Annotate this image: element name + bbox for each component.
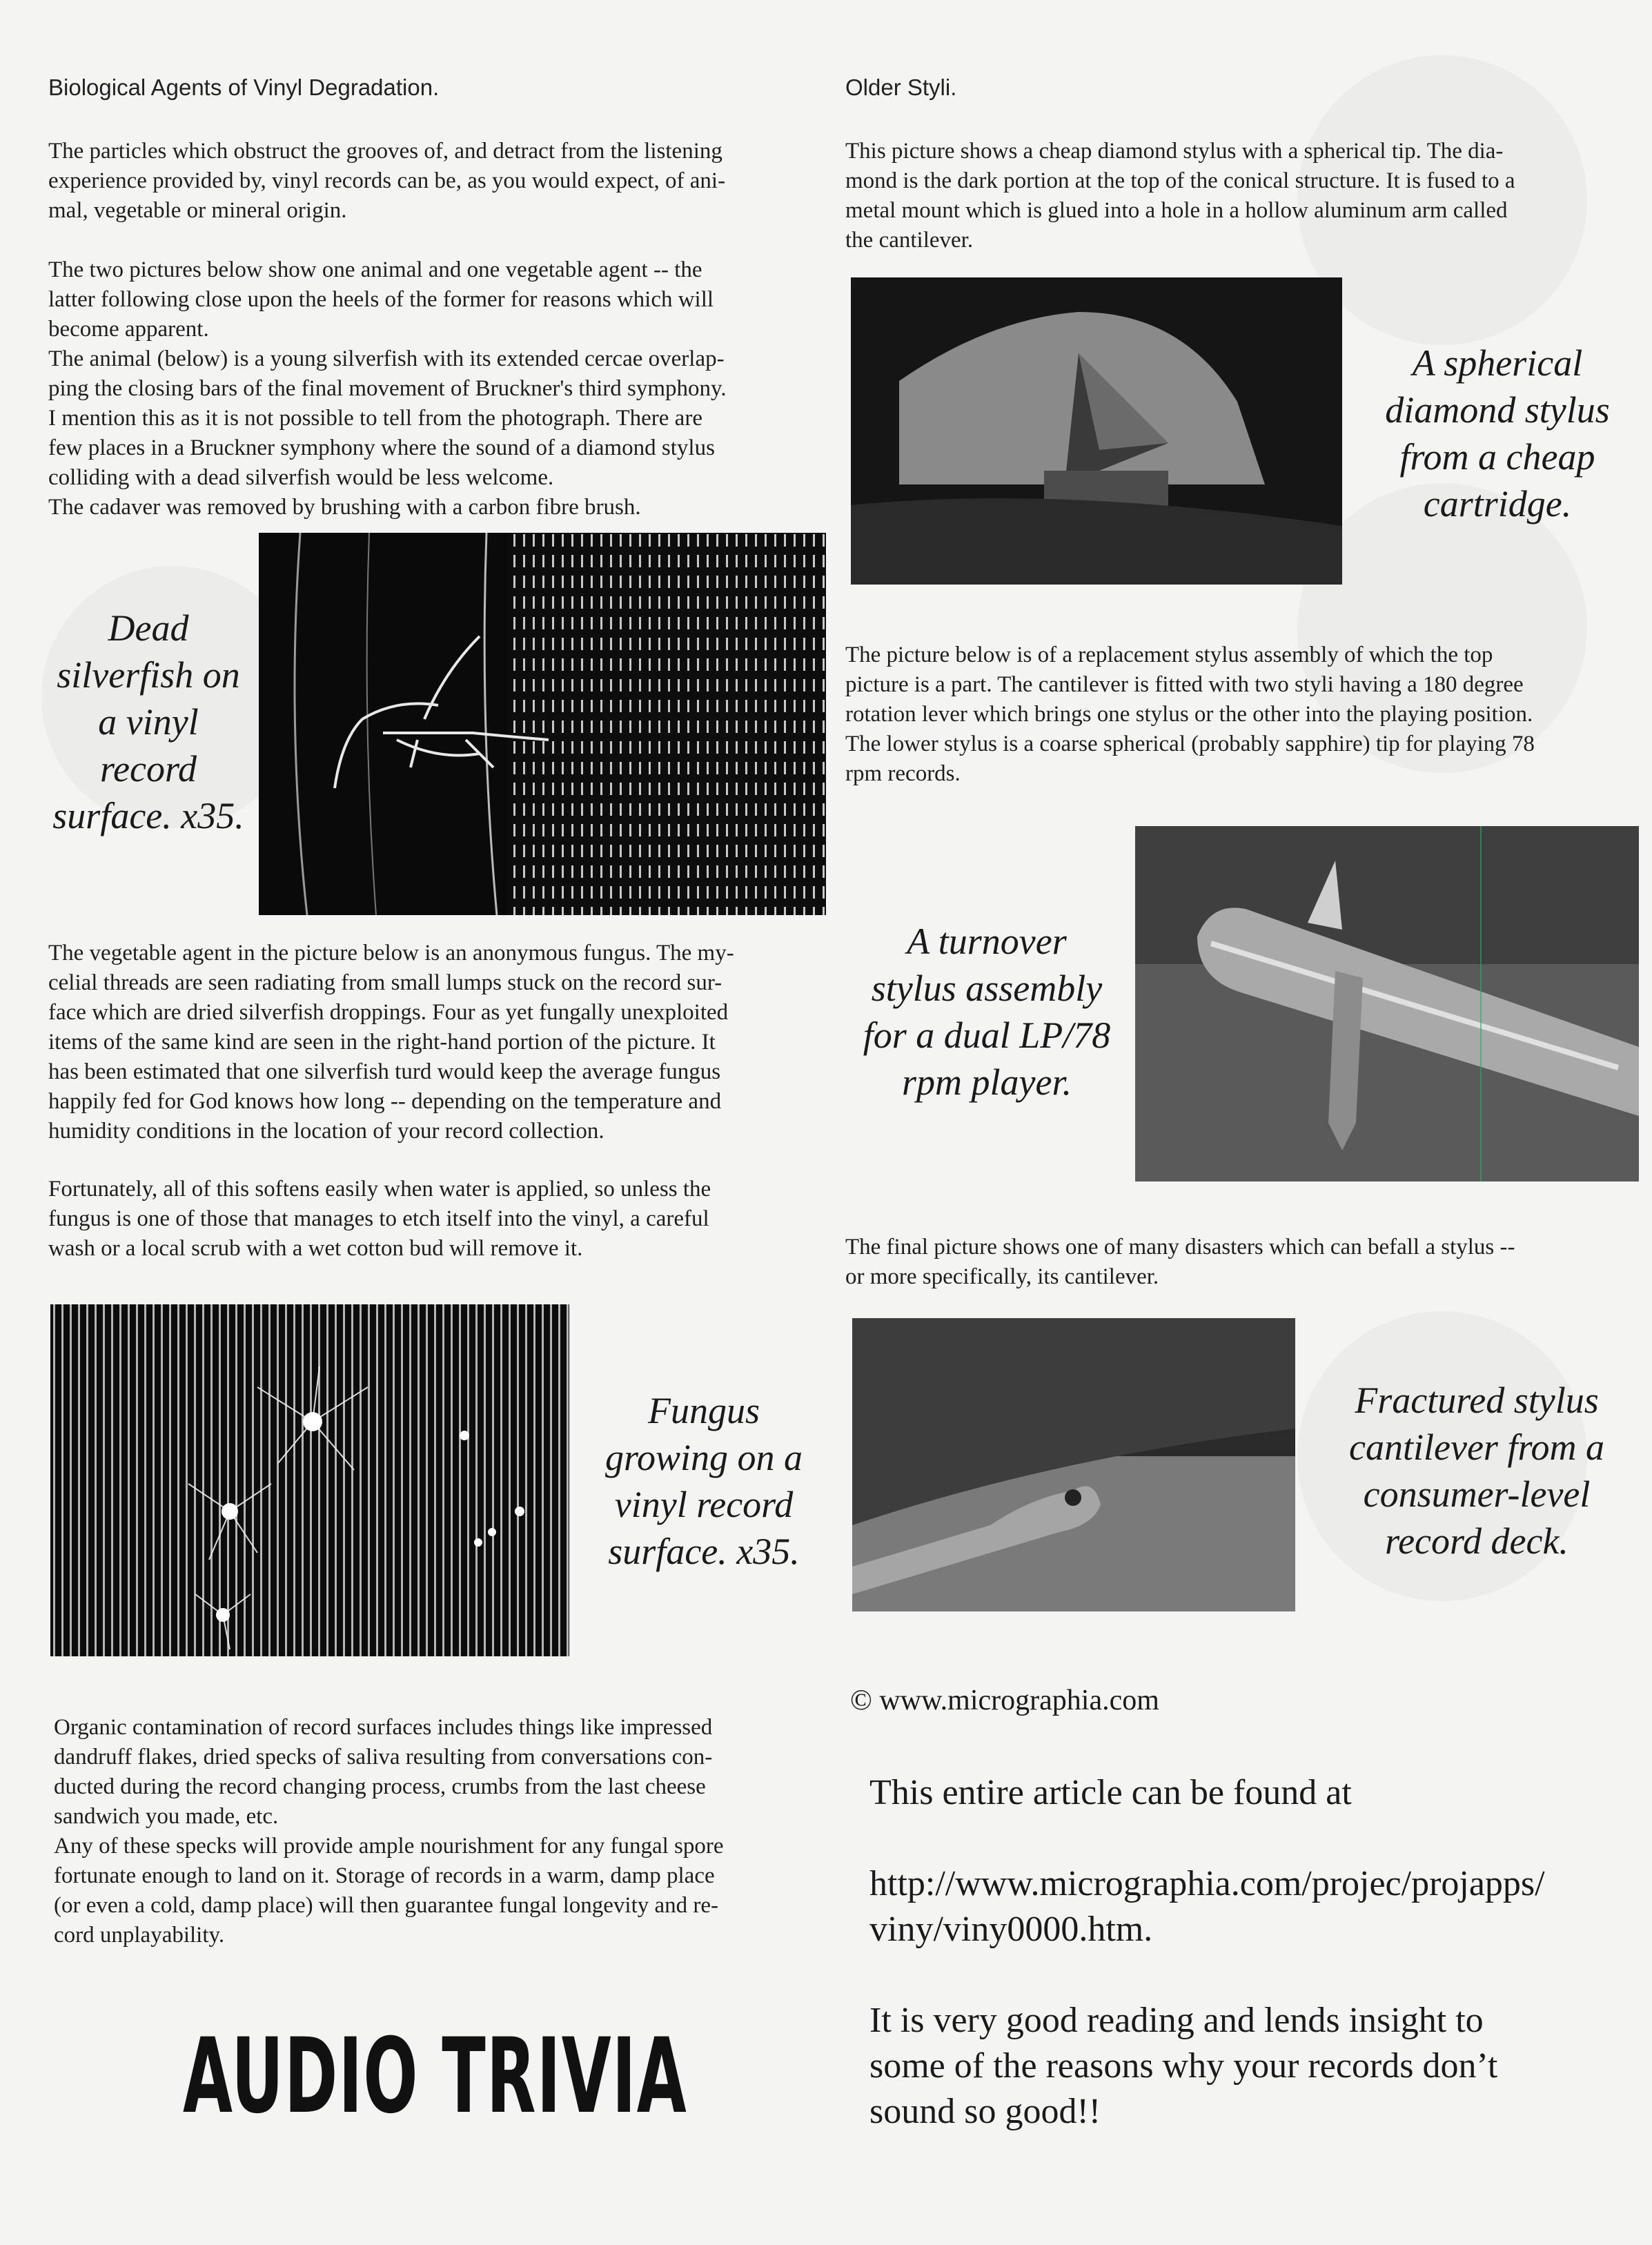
- left-paragraph-1: The particles which obstruct the grooves of, and detract from the listening experience provided by, vinyl records can be, as you would expect, of ani- mal, vegetable or mineral origin.: [48, 139, 726, 223]
- turnover-stylus-photo: [1135, 826, 1639, 1182]
- left-heading: Biological Agents of Vinyl Degradation.: [48, 75, 440, 100]
- caption-silverfish: Dead silverfish on a vinyl record surface. x35.: [52, 607, 244, 836]
- spherical-stylus-photo: [851, 277, 1342, 585]
- audio-trivia-title: AUDIO TRIVIA: [183, 2017, 687, 2137]
- fractured-cantilever-photo: [852, 1318, 1295, 1611]
- silverfish-photo: [259, 533, 826, 915]
- caption-spherical-stylus: A spherical diamond stylus from a cheap cartridge.: [1385, 342, 1610, 525]
- caption-fungus: Fungus growing on a vinyl record surface. x35.: [604, 1390, 803, 1572]
- article-note: This entire article can be found at http://www.micrographia.com/projec/projapps/ viny/viny0000.htm. It is very good reading and lends insight to some of the reasons why your records don’t sound so good!!: [869, 1773, 1545, 2131]
- caption-fractured-cantilever: Fractured stylus cantilever from a consumer-level record deck.: [1349, 1380, 1604, 1562]
- right-heading: Older Styli.: [845, 75, 957, 100]
- right-paragraph-2: The picture below is of a replacement stylus assembly of which the top picture is a part. The cantilever is fitted with two styli having a 180 degree rotation lever which brings one stylus or the other into the playing position. The lower stylus is a coarse spherical (probably sapphire) tip for playing 78 rpm records.: [845, 643, 1535, 786]
- right-paragraph-1: This picture shows a cheap diamond stylus with a spherical tip. The dia- mond is the dark portion at the top of the conical structure. It is fused to a metal mount which is glued into a hole in a hollow aluminum arm called the cantilever.: [845, 139, 1515, 253]
- copyright-link[interactable]: © www.micrographia.com: [850, 1685, 1159, 1716]
- left-paragraph-5: Organic contamination of record surfaces includes things like impressed dandruff flakes, dried specks of saliva resulting from conversations con- ducted during the record changing process, crumbs from the last cheese sandwich you made, etc. Any of these specks will provide ample nourishment for any fungal spore fortunate enough to land on it. Storage of records in a warm, damp place (or even a cold, damp place) will then guarantee fungal longevity and re- cord unplayability.: [54, 1715, 724, 1948]
- left-paragraph-2: The two pictures below show one animal and one vegetable agent -- the latter following close upon the heels of the former for reasons which will become apparent. The animal (below) is a young silverfish with its extended cercae overlap- ping the closing bars of the final movement of Bruckner's third symphony. I mention this as it is not possible to tell from the photograph. There are few places in a Bruckner symphony where the sound of a diamond stylus colliding with a dead silverfish would be less welcome. The cadaver was removed by brushing with a carbon fibre brush.: [48, 257, 727, 520]
- left-paragraph-3: The vegetable agent in the picture below is an anonymous fungus. The my- celial threads are seen radiating from small lumps stuck on the record sur- face which are dried silverfish droppings. Four as yet fungally unexploited items of the same kind are seen in the right-hand portion of the picture. It has been estimated that one silverfish turd would keep the average fungus happily fed for God knows how long -- depending on the temperature and humidity conditions in the location of your record collection.: [48, 941, 734, 1144]
- right-paragraph-3: The final picture shows one of many disasters which can befall a stylus -- or more specifically, its cantilever.: [845, 1235, 1515, 1289]
- left-paragraph-4: Fortunately, all of this softens easily when water is applied, so unless the fungus is one of those that manages to etch itself into the vinyl, a careful wash or a local scrub with a wet cotton bud will remove it.: [48, 1177, 711, 1261]
- caption-turnover-stylus: A turnover stylus assembly for a dual LP/78 rpm player.: [863, 921, 1111, 1103]
- fungus-photo: [50, 1304, 569, 1656]
